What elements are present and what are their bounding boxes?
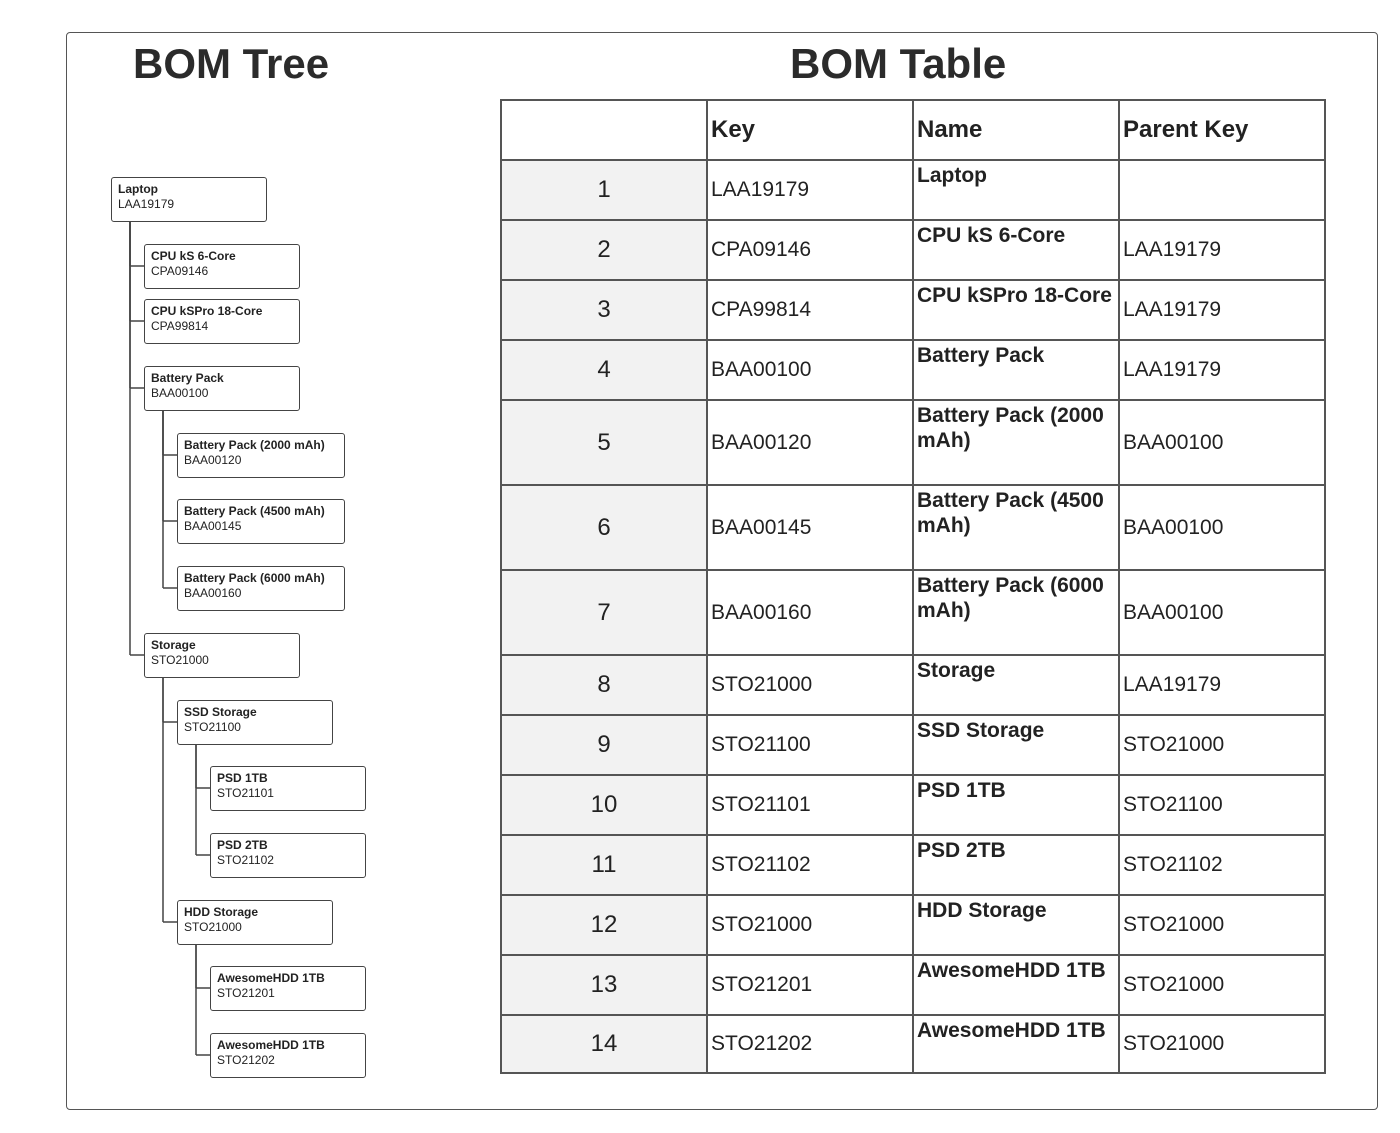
row-name: AwesomeHDD 1TB <box>913 955 1119 1015</box>
row-index: 12 <box>501 895 707 955</box>
tree-node-key: STO21201 <box>217 986 275 1000</box>
tree-node <box>144 366 300 411</box>
row-name: Battery Pack (6000 mAh) <box>913 570 1119 655</box>
tree-node-name: HDD Storage <box>184 905 259 919</box>
tree-node-key: BAA00160 <box>184 586 242 600</box>
bom-tree-title: BOM Tree <box>133 40 330 87</box>
row-index: 13 <box>501 955 707 1015</box>
row-name: PSD 1TB <box>913 775 1119 835</box>
tree-node-key: CPA99814 <box>151 319 209 333</box>
tree-node-key: STO21101 <box>217 786 274 800</box>
row-index: 2 <box>501 220 707 280</box>
tree-node <box>210 833 366 878</box>
row-key: CPA09146 <box>707 220 913 280</box>
row-parent-key: STO21000 <box>1119 715 1325 775</box>
table-row <box>501 280 1325 340</box>
row-name: CPU kS 6-Core <box>913 220 1119 280</box>
tree-node-name: AwesomeHDD 1TB <box>217 971 325 985</box>
row-index: 14 <box>501 1015 707 1073</box>
tree-node <box>177 700 333 745</box>
tree-node-key: CPA09146 <box>151 264 209 278</box>
tree-node-name: CPU kS 6-Core <box>151 249 236 263</box>
row-key: STO21201 <box>707 955 913 1015</box>
tree-node-key: STO21202 <box>217 1053 275 1067</box>
tree-node-name: PSD 2TB <box>217 838 268 852</box>
tree-node <box>177 566 345 611</box>
row-index: 5 <box>501 400 707 485</box>
table-row <box>501 715 1325 775</box>
tree-node-name: Battery Pack (4500 mAh) <box>184 504 325 518</box>
tree-node-key: BAA00100 <box>151 386 209 400</box>
tree-node-key: STO21100 <box>184 720 241 734</box>
row-parent-key: BAA00100 <box>1119 485 1325 570</box>
row-parent-key: STO21000 <box>1119 1015 1325 1073</box>
table-row <box>501 160 1325 220</box>
tree-node-key: BAA00120 <box>184 453 242 467</box>
tree-node <box>144 633 300 678</box>
row-name: HDD Storage <box>913 895 1119 955</box>
tree-node <box>111 177 267 222</box>
row-parent-key: STO21000 <box>1119 955 1325 1015</box>
row-key: STO21000 <box>707 655 913 715</box>
row-index: 10 <box>501 775 707 835</box>
tree-node <box>177 900 333 945</box>
row-parent-key: BAA00100 <box>1119 570 1325 655</box>
tree-node-name: Laptop <box>118 182 158 196</box>
tree-node-key: STO21000 <box>184 920 242 934</box>
tree-node-name: PSD 1TB <box>217 771 268 785</box>
tree-node-key: BAA00145 <box>184 519 242 533</box>
row-parent-key: STO21000 <box>1119 895 1325 955</box>
table-row <box>501 340 1325 400</box>
row-name: Laptop <box>913 160 1119 220</box>
row-key: STO21101 <box>707 775 913 835</box>
header-name: Name <box>913 100 1119 160</box>
header-index <box>501 100 707 160</box>
table-row <box>501 835 1325 895</box>
row-name: SSD Storage <box>913 715 1119 775</box>
tree-node-name: CPU kSPro 18-Core <box>151 304 263 318</box>
table-header-row <box>501 100 1325 160</box>
header-parent-key: Parent Key <box>1119 100 1325 160</box>
tree-node-name: SSD Storage <box>184 705 257 719</box>
row-name: PSD 2TB <box>913 835 1119 895</box>
row-index: 8 <box>501 655 707 715</box>
row-name: Battery Pack (2000 mAh) <box>913 400 1119 485</box>
row-index: 6 <box>501 485 707 570</box>
row-parent-key <box>1119 160 1325 220</box>
header-key: Key <box>707 100 913 160</box>
row-name: AwesomeHDD 1TB <box>913 1015 1119 1073</box>
table-row <box>501 400 1325 485</box>
row-key: BAA00145 <box>707 485 913 570</box>
table-row <box>501 570 1325 655</box>
tree-node-name: Battery Pack (2000 mAh) <box>184 438 325 452</box>
row-name: Battery Pack (4500 mAh) <box>913 485 1119 570</box>
bom-table <box>500 99 1326 1074</box>
row-index: 4 <box>501 340 707 400</box>
table-row <box>501 220 1325 280</box>
row-index: 11 <box>501 835 707 895</box>
tree-node-key: STO21000 <box>151 653 209 667</box>
table-row <box>501 955 1325 1015</box>
row-key: STO21102 <box>707 835 913 895</box>
row-key: BAA00160 <box>707 570 913 655</box>
tree-node <box>144 299 300 344</box>
row-parent-key: LAA19179 <box>1119 340 1325 400</box>
row-parent-key: STO21102 <box>1119 835 1325 895</box>
tree-node <box>210 966 366 1011</box>
row-key: LAA19179 <box>707 160 913 220</box>
row-index: 3 <box>501 280 707 340</box>
tree-node <box>177 499 345 544</box>
row-key: STO21000 <box>707 895 913 955</box>
row-name: CPU kSPro 18-Core <box>913 280 1119 340</box>
row-key: CPA99814 <box>707 280 913 340</box>
tree-node-key: LAA19179 <box>118 197 175 211</box>
tree-node-name: Storage <box>151 638 196 652</box>
row-parent-key: BAA00100 <box>1119 400 1325 485</box>
row-parent-key: STO21100 <box>1119 775 1325 835</box>
tree-node-name: Battery Pack (6000 mAh) <box>184 571 325 585</box>
table-row <box>501 1015 1325 1073</box>
tree-node <box>144 244 300 289</box>
row-parent-key: LAA19179 <box>1119 655 1325 715</box>
tree-node <box>210 1033 366 1078</box>
row-key: BAA00120 <box>707 400 913 485</box>
row-name: Battery Pack <box>913 340 1119 400</box>
row-key: STO21100 <box>707 715 913 775</box>
table-row <box>501 485 1325 570</box>
row-key: BAA00100 <box>707 340 913 400</box>
tree-node <box>177 433 345 478</box>
row-key: STO21202 <box>707 1015 913 1073</box>
bom-table-title: BOM Table <box>790 40 1007 87</box>
row-parent-key: LAA19179 <box>1119 220 1325 280</box>
row-index: 1 <box>501 160 707 220</box>
tree-node-name: AwesomeHDD 1TB <box>217 1038 325 1052</box>
table-row <box>501 655 1325 715</box>
row-index: 9 <box>501 715 707 775</box>
tree-node <box>210 766 366 811</box>
tree-node-name: Battery Pack <box>151 371 224 385</box>
row-name: Storage <box>913 655 1119 715</box>
table-row <box>501 775 1325 835</box>
row-parent-key: LAA19179 <box>1119 280 1325 340</box>
row-index: 7 <box>501 570 707 655</box>
table-row <box>501 895 1325 955</box>
tree-node-key: STO21102 <box>217 853 274 867</box>
